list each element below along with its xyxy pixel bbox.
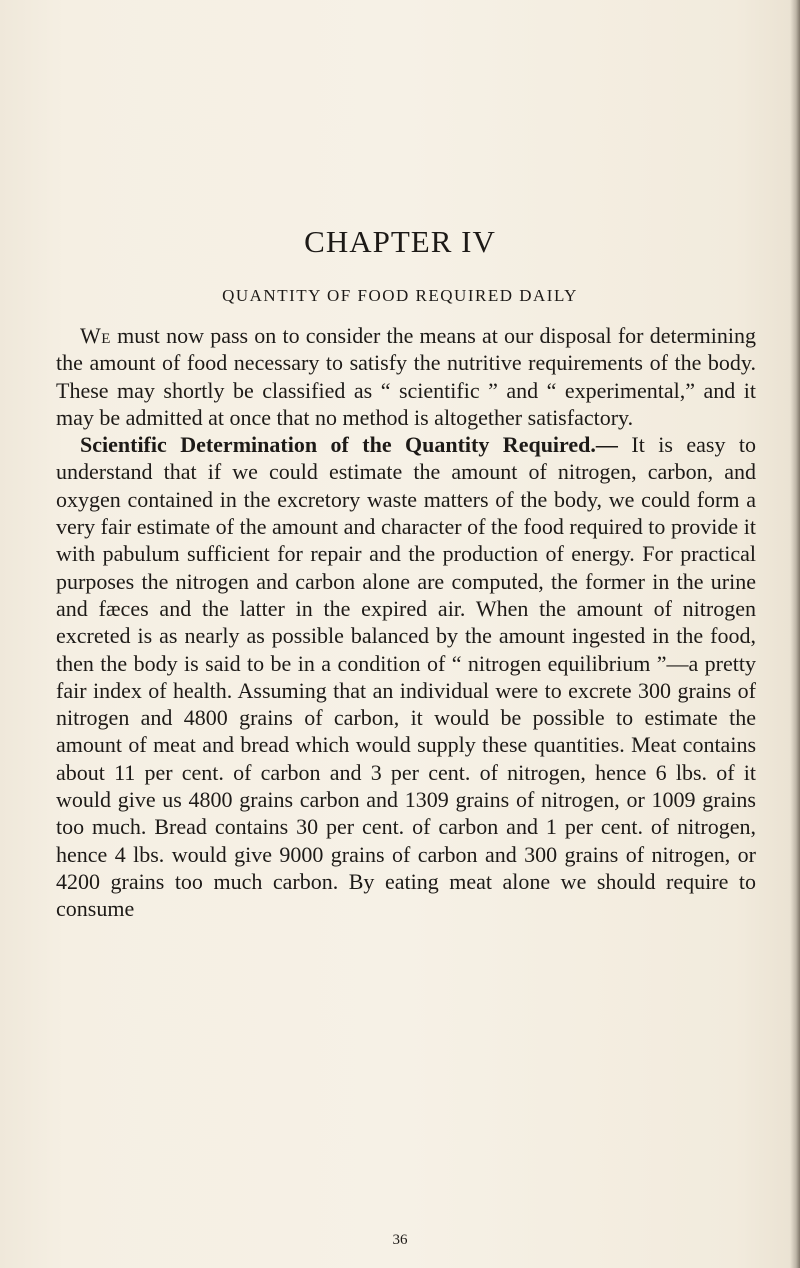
paragraph-1 [56, 322, 756, 431]
body-text [56, 322, 756, 923]
paragraph-2-text: It is easy to understand that if we could estimate the amount of nitrogen, carbon, and oxygen contained in the excretory waste matters of the body, we could form a very fair estimate of the amount and character of the food required to provide it with pabulum sufficient for repair and the production of energy. For practical purposes the nitrogen and carbon alone are computed, the former in the urine and fæces and the latter in the expired air. When the amount of nitrogen excreted is as nearly as possible balanced by the amount ingested in the food, then the body is said to be in a condition of “ nitrogen equilibrium ”—a pretty fair index of health. Assuming that an individual were to excrete 300 grains of nitrogen and 4800 grains of carbon, it would be possible to estimate the amount of meat and bread which would supply these quantities. Meat contains about 11 per cent. of carbon and 3 per cent. of nitrogen, hence 6 lbs. of it would give us 4800 grains carbon and 1309 grains of nitrogen, or 1009 grains too much. Bread contains 30 per cent. of carbon and 1 per cent. of nitrogen, hence 4 lbs. would give 9000 grains of carbon and 300 grains of nitrogen, or 4200 grains too much carbon. By eating meat alone we should require to consume [56, 432, 757, 922]
paragraph-2 [56, 431, 756, 922]
page-number: 36 [392, 1232, 408, 1248]
page-edge-shadow [790, 0, 800, 1268]
paragraph-1-lead-word: We [80, 323, 111, 348]
paragraph-2-heading: Scientific Determination of the Quantity Required.— [80, 432, 618, 458]
chapter-subtitle: QUANTITY OF FOOD REQUIRED DAILY [222, 286, 578, 305]
chapter-title: CHAPTER IV [304, 224, 496, 259]
paragraph-1-text: must now pass on to consider the means at our disposal for determining the amount of food necessary to satisfy the nutritive requirements of the body. These may shortly be classified as “ scientific ” and “ experimental,” and it may be admitted at once that no method is altogether satisfactory. [56, 323, 756, 430]
